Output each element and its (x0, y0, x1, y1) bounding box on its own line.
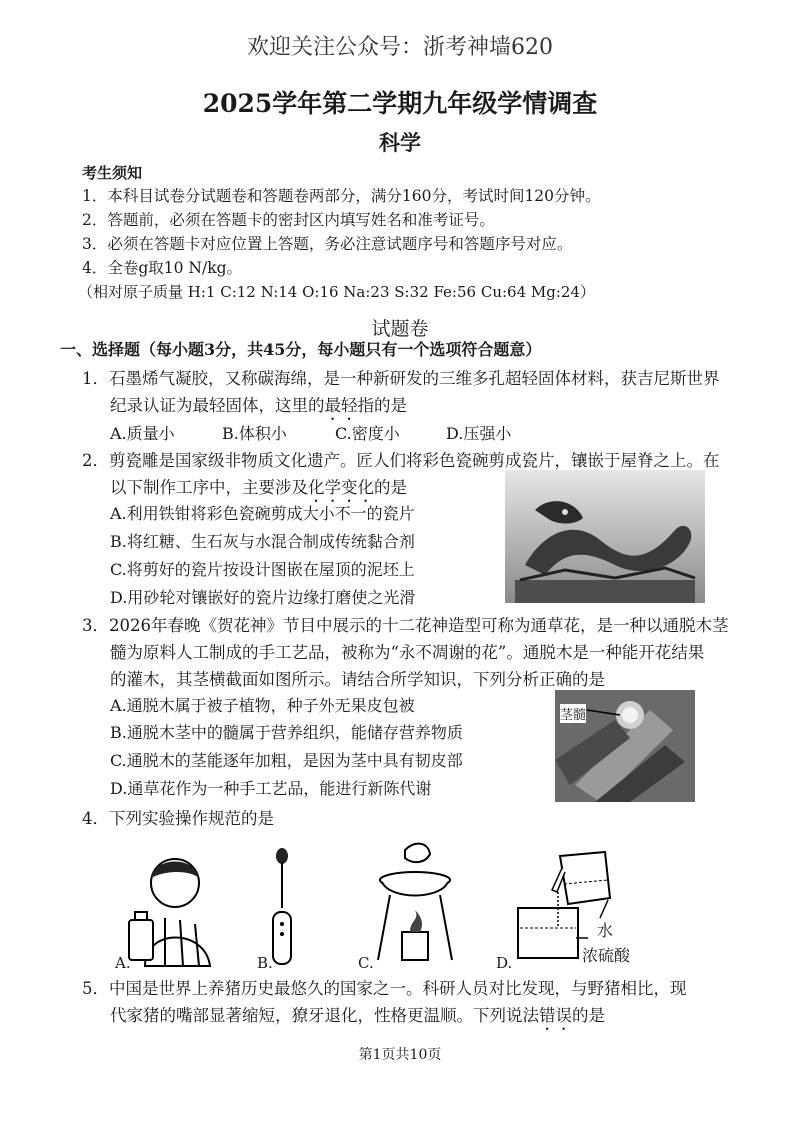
q4-option-c-label: C. (358, 954, 374, 972)
q3-line2: 髓为原料人工制成的手工艺品，被称为“永不凋谢的花”。通脱木是一种能开花结果 (110, 643, 705, 662)
q2-option-c: C.将剪好的瓷片按设计图嵌在屋顶的泥坯上 (110, 560, 415, 579)
dropper-test-tube-figure (262, 848, 302, 968)
q3-option-b: B.通脱木茎中的髓属于营养组织，能储存营养物质 (110, 723, 463, 742)
q4-option-a-label: A. (115, 954, 131, 972)
notice-item-4: 4．全卷g取10 N/kg。 (82, 259, 243, 277)
q1-option-b: B.体积小 (222, 424, 287, 443)
atomic-masses: （相对原子质量 H:1 C:12 N:14 O:16 Na:23 S:32 Fe:56 Cu:64 Mg:24） (78, 283, 595, 301)
q3-option-a: A.通脱木属于被子植物，种子外无果皮包被 (110, 696, 415, 715)
notice-item-1: 1．本科目试卷分试题卷和答题卷两部分，满分160分，考试时间120分钟。 (82, 187, 601, 205)
q3-line3: 的灌木，其茎横截面如图所示。请结合所学知识，下列分析正确的是 (110, 670, 605, 689)
q1-option-c: C.密度小 (335, 424, 400, 443)
q5-line1: 5．中国是世界上养猪历史最悠久的国家之一。科研人员对比发现，与野猪相比，现 (82, 979, 687, 998)
paper-heading: 试题卷 (371, 318, 429, 340)
q5-line2: 代家猪的嘴部显著缩短，獠牙退化，性格更温顺。下列说法错误的是 (110, 1006, 605, 1025)
notice-item-3: 3．必须在答题卡对应位置上答题，务必注意试题序号和答题序号对应。 (82, 235, 573, 253)
water-label: 水 (597, 921, 614, 940)
q1-option-a: A.质量小 (110, 424, 175, 443)
q1-line1: 1．石墨烯气凝胶，又称碳海绵，是一种新研发的三维多孔超轻固体材料，获吉尼斯世界 (82, 369, 720, 388)
q4-option-d-label: D. (496, 954, 513, 972)
q3-option-c: C.通脱木的茎能逐年加粗，是因为茎中具有韧皮部 (110, 751, 463, 770)
q4-line1: 4．下列实验操作规范的是 (82, 809, 274, 828)
smell-gas-figure (125, 848, 220, 968)
dragon-ceramic-photo (505, 470, 705, 603)
q2-line1: 2．剪瓷雕是国家级非物质文化遗产。匠人们将彩色瓷碗剪成瓷片，镶嵌于屋脊之上。在 (82, 451, 720, 470)
stem-pith-label: 茎髓 (560, 704, 586, 723)
page-footer: 第1页共10页 (358, 1047, 442, 1063)
subject-title: 科学 (379, 130, 421, 155)
wechat-banner: 欢迎关注公众号：浙考神墙620 (247, 35, 553, 60)
q1-line2: 纪录认证为最轻固体，这里的最轻指的是 (110, 396, 407, 415)
q1-option-d: D.压强小 (446, 424, 512, 443)
evaporating-dish-figure (370, 840, 460, 968)
notice-item-2: 2．答题前，必须在答题卡的密封区内填写姓名和准考证号。 (82, 211, 495, 229)
section-heading: 一、选择题（每小题3分，共45分，每小题只有一个选项符合题意） (60, 340, 542, 359)
q3-option-d: D.通草花作为一种手工艺品，能进行新陈代谢 (110, 779, 432, 798)
q4-option-b-label: B. (257, 954, 273, 972)
q3-line1: 3．2026年春晚《贺花神》节目中展示的十二花神造型可称为通草花，是一种以通脱木茎 (82, 616, 729, 635)
q2-option-a: A.利用铁钳将彩色瓷碗剪成大小不一的瓷片 (110, 504, 415, 523)
q2-option-b: B.将红糖、生石灰与水混合制成传统黏合剂 (110, 532, 415, 551)
q2-option-d: D.用砂轮对镶嵌好的瓷片边缘打磨使之光滑 (110, 588, 416, 607)
q2-line2: 以下制作工序中，主要涉及化学变化的是 (110, 478, 407, 497)
exam-title: 2025学年第二学期九年级学情调查 (202, 89, 598, 118)
notice-heading: 考生须知 (82, 164, 143, 182)
sulfuric-acid-label: 浓硫酸 (582, 946, 631, 965)
